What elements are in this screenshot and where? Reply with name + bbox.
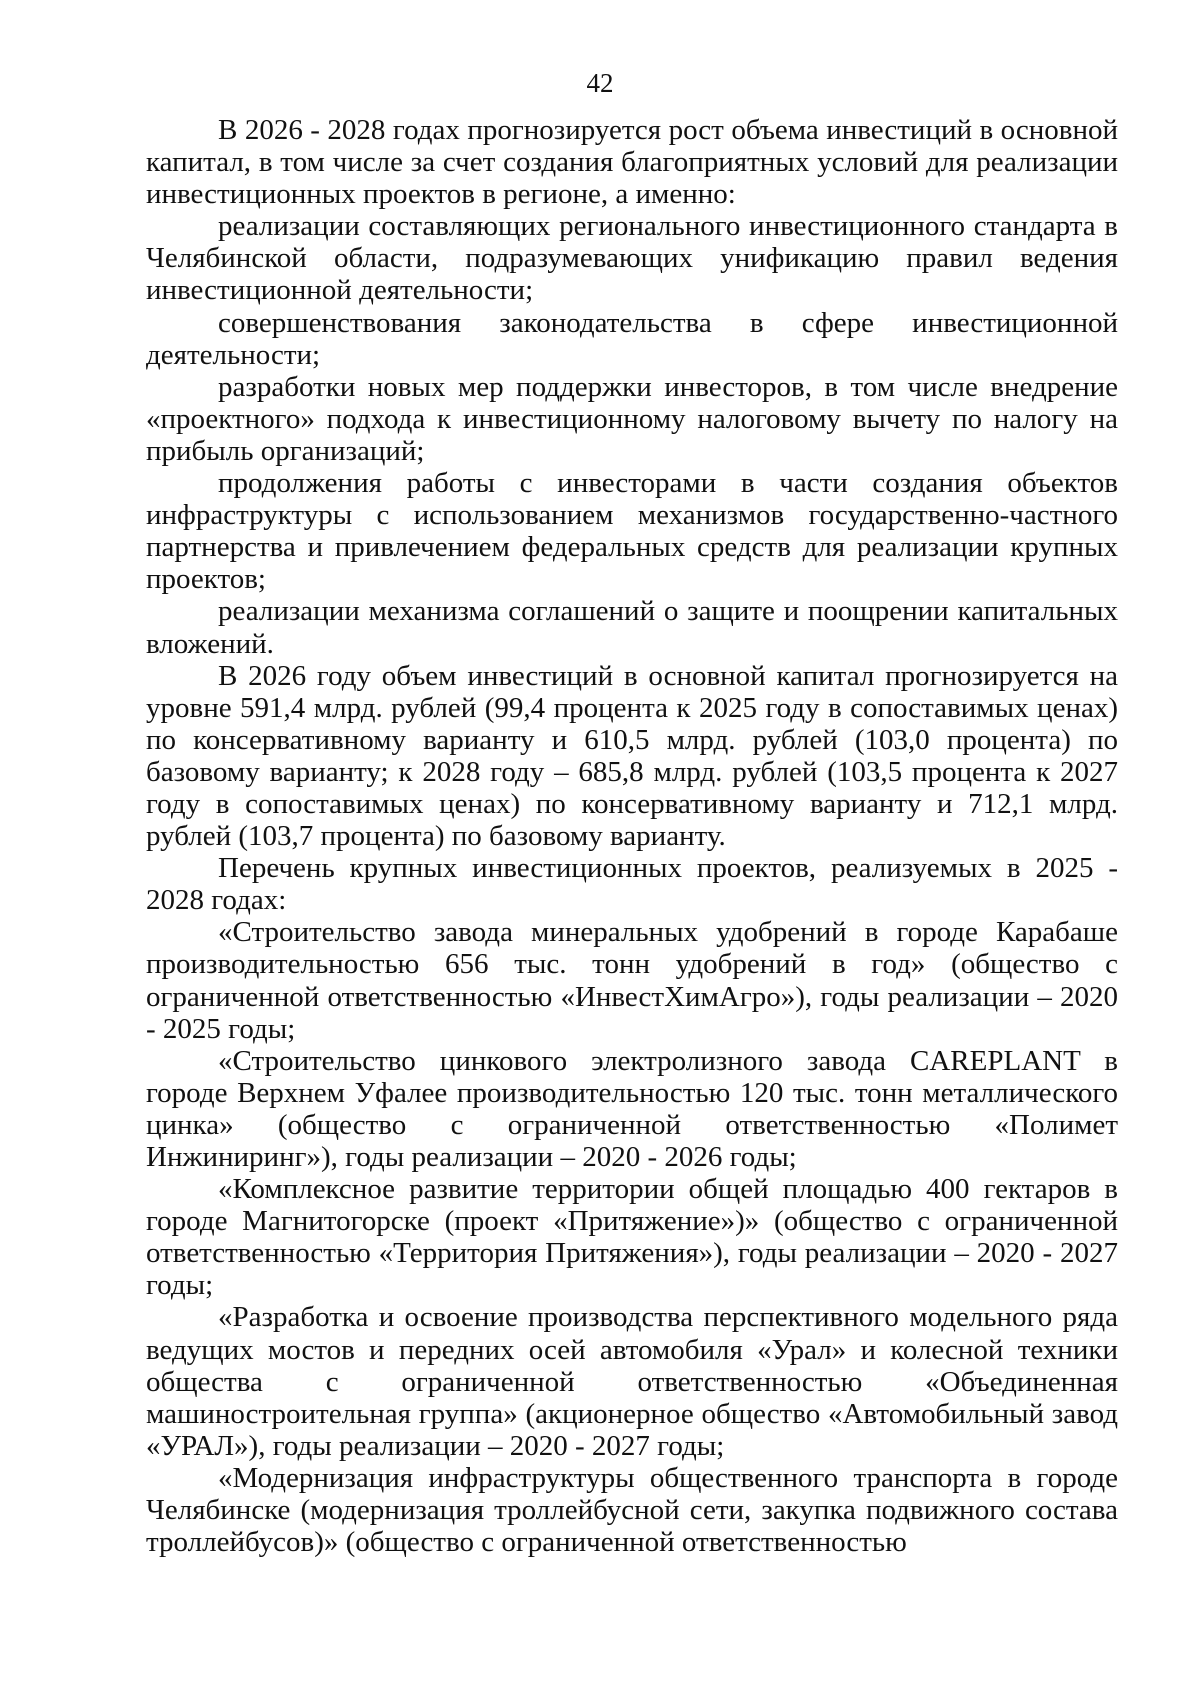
page-number: 42 [586,68,614,98]
list-item-project-trolleybus: «Модернизация инфраструктуры общественного транспорта в городе Челябинске (модернизация троллейбусной сети, закупка подвижного состава троллейбусов)» (общество с ограниченной ответственностью [146,1461,1118,1559]
paragraph-agreements: реализации механизма соглашений о защите и поощрении капитальных вложений. [146,595,1118,660]
paragraph-investor-support: разработки новых мер поддержки инвесторов, в том числе внедрение «проектного» подхода к инвестиционному налоговому вычету по налогу на прибыль организаций; [146,370,1118,467]
list-item-project-ural: «Разработка и освоение производства перспективного модельного ряда ведущих мостов и передних осей автомобиля «Урал» и колесной техники общества с ограниченной ответственностью «Объединенная машиностроительная группа» (акционерное общество «Автомобильный завод «УРАЛ»), годы реализации – 2020 - 2027 годы; [146,1301,1118,1462]
list-item-project-karabash: «Строительство завода минеральных удобрений в городе Карабаше производительностью 656 тыс. тонн удобрений в год» (общество с ограниченной ответственностью «ИнвестХимАгро»), годы реализации – 2020 - 2025 годы; [146,916,1118,1045]
list-item-project-magnitogorsk: «Комплексное развитие территории общей площадью 400 гектаров в городе Магнитогорске (проект «Притяжение»)» (общество с ограниченной ответственностью «Территория Притяжения»), годы реализации – 2020 - 2027 годы; [146,1173,1118,1302]
document-body [146,114,1118,1558]
paragraph-projects-list-heading: Перечень крупных инвестиционных проектов, реализуемых в 2025 - 2028 годах: [146,852,1118,917]
paragraph-forecast-volume: В 2026 году объем инвестиций в основной капитал прогнозируется на уровне 591,4 млрд. рублей (99,4 процента к 2025 году в сопоставимых ценах) по консервативному варианту и 610,5 млрд. рублей (103,0 процента) по базовому варианту; к 2028 году – 685,8 млрд. рублей (103,5 процента к 2027 году в сопоставимых ценах) по консервативному варианту и 712,1 млрд. рублей (103,7 процента) по базовому варианту. [146,659,1118,853]
paragraph-legislation: совершенствования законодательства в сфере инвестиционной деятельности; [146,306,1118,371]
paragraph-intro: В 2026 - 2028 годах прогнозируется рост объема инвестиций в основной капитал, в том числе за счет создания благоприятных условий для реализации инвестиционных проектов в регионе, а именно: [146,114,1118,211]
paragraph-investment-standard: реализации составляющих регионального инвестиционного стандарта в Челябинской области, подразумевающих унификацию правил ведения инвестиционной деятельности; [146,210,1118,307]
list-item-project-careplant: «Строительство цинкового электролизного завода CAREPLANT в городе Верхнем Уфалее производительностью 120 тыс. тонн металлического цинка» (общество с ограниченной ответственностью «Полимет Инжиниринг»), годы реализации – 2020 - 2026 годы; [146,1044,1118,1173]
paragraph-infrastructure: продолжения работы с инвесторами в части создания объектов инфраструктуры с использованием механизмов государственно-частного партнерства и привлечением федеральных средств для реализации крупных проектов; [146,467,1118,596]
